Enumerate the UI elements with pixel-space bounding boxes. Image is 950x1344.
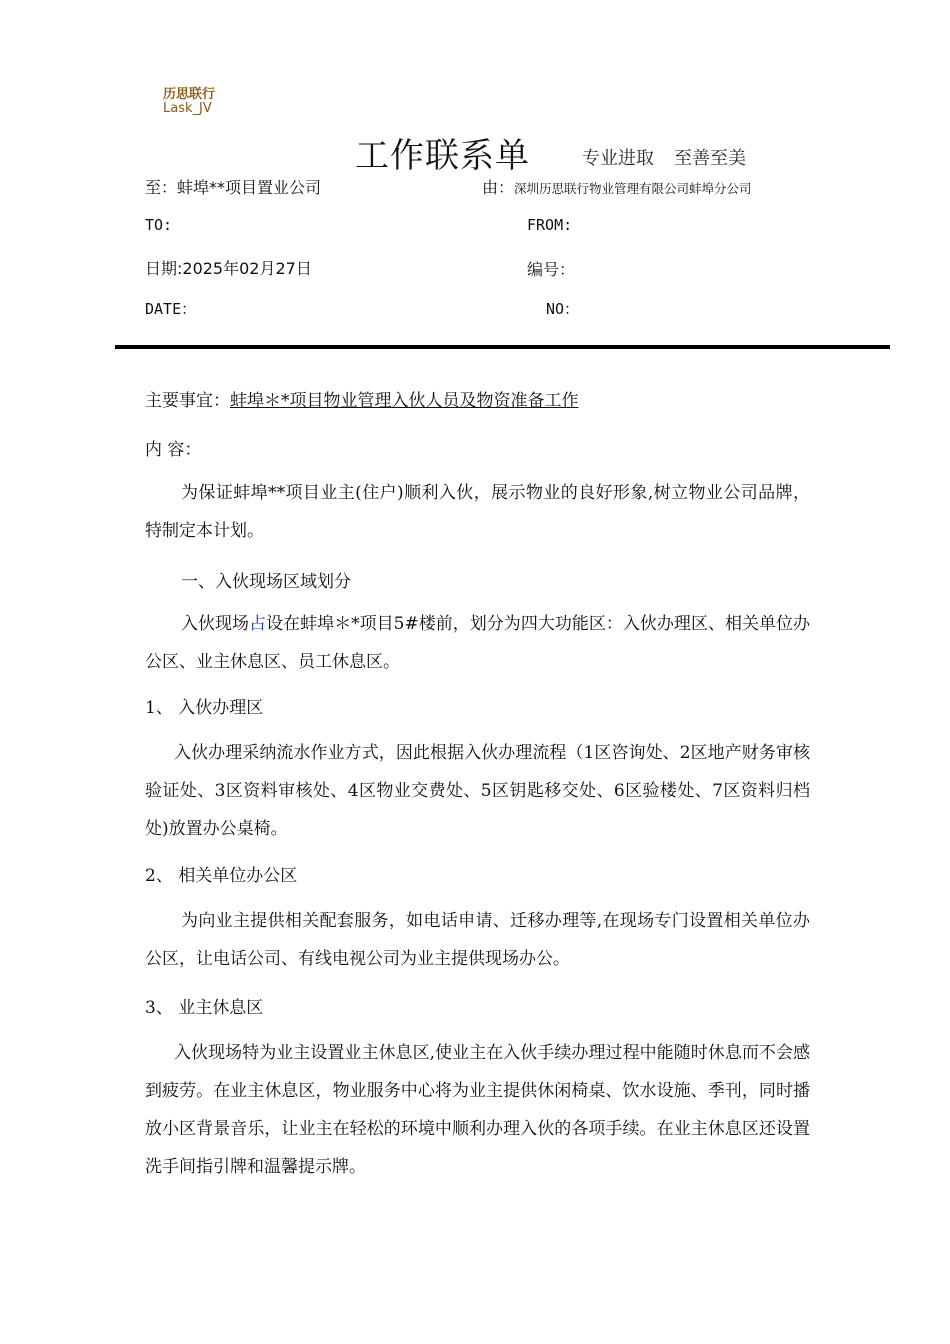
item2-paragraph: 为向业主提供相关配套服务，如电话申请、迁移办理等,在现场专门设置相关单位办公区，让电话公司、有线电视公司为业主提供现场办公。 bbox=[145, 911, 810, 969]
recipient-cn: 至：蚌埠**项目置业公司 bbox=[145, 178, 322, 197]
company-logo-cn: 历思联行 bbox=[163, 87, 216, 102]
item2-title: 2、 相关单位办公区 bbox=[145, 866, 298, 886]
recipient-en: TO: bbox=[145, 216, 173, 234]
document-title: 工作联系单 bbox=[355, 136, 530, 176]
company-logo-en: Lask_JV bbox=[163, 101, 212, 116]
subject-value: 蚌埠＊*项目物业管理入伙人员及物资准备工作 bbox=[230, 391, 579, 411]
item3-paragraph: 入伙现场特为业主设置业主休息区,使业主在入伙手续办理过程中能随时休息而不会感到疲劳。在业主休息区，物业服务中心将为业主提供休闲椅桌、饮水设施、季刊，同时播放小区背景音乐，让业主在轻松的环境中顺利办理入伙的各项手续。在业主休息区还设置洗手间指引牌和温馨提示牌。 bbox=[145, 1043, 810, 1177]
subject-line bbox=[145, 386, 579, 411]
number-en: NO： bbox=[546, 300, 580, 318]
item1-title: 1、 入伙办理区 bbox=[145, 698, 264, 718]
slogan bbox=[582, 144, 766, 170]
intro-paragraph: 为保证蚌埠**项目业主(住户)顺利入伙，展示物业的良好形象,树立物业公司品牌，特制定本计划。 bbox=[145, 483, 810, 541]
date-en: DATE： bbox=[145, 300, 197, 318]
date-cn: 日期:2025年02月27日 bbox=[145, 259, 312, 278]
subject-label: 主要事宜： bbox=[145, 391, 230, 411]
sender-cn bbox=[482, 175, 752, 198]
site-text-after: 设在蚌埠＊*项目5#楼前，划分为四大功能区：入伙办理区、相关单位办公区、业主休息区、员工休息区。 bbox=[145, 614, 811, 672]
item3-title: 3、 业主休息区 bbox=[145, 998, 264, 1018]
slogan-part-2: 至善至美 bbox=[674, 148, 746, 169]
item1-paragraph: 入伙办理采纳流水作业方式，因此根据入伙办理流程（1区咨询处、2区地产财务审核验证处、3区资料审核处、4区物业交费处、5区钥匙移交处、6区验楼处、7区资料归档处)放置办公桌椅。 bbox=[145, 743, 810, 839]
sender-en: FROM: bbox=[527, 216, 573, 234]
number-cn: 编号： bbox=[527, 260, 576, 279]
content-label: 内 容： bbox=[145, 440, 202, 460]
section1-title: 一、入伙现场区域划分 bbox=[181, 572, 351, 592]
header-divider bbox=[115, 345, 890, 349]
site-text-before: 入伙现场 bbox=[181, 614, 250, 634]
sender-label: 由： bbox=[482, 178, 515, 197]
slogan-part-1: 专业进取 bbox=[582, 148, 654, 169]
site-paragraph bbox=[145, 605, 810, 681]
sender-value: 深圳历思联行物业管理有限公司蚌埠分公司 bbox=[514, 181, 752, 196]
site-text-highlight: 占 bbox=[249, 614, 267, 634]
